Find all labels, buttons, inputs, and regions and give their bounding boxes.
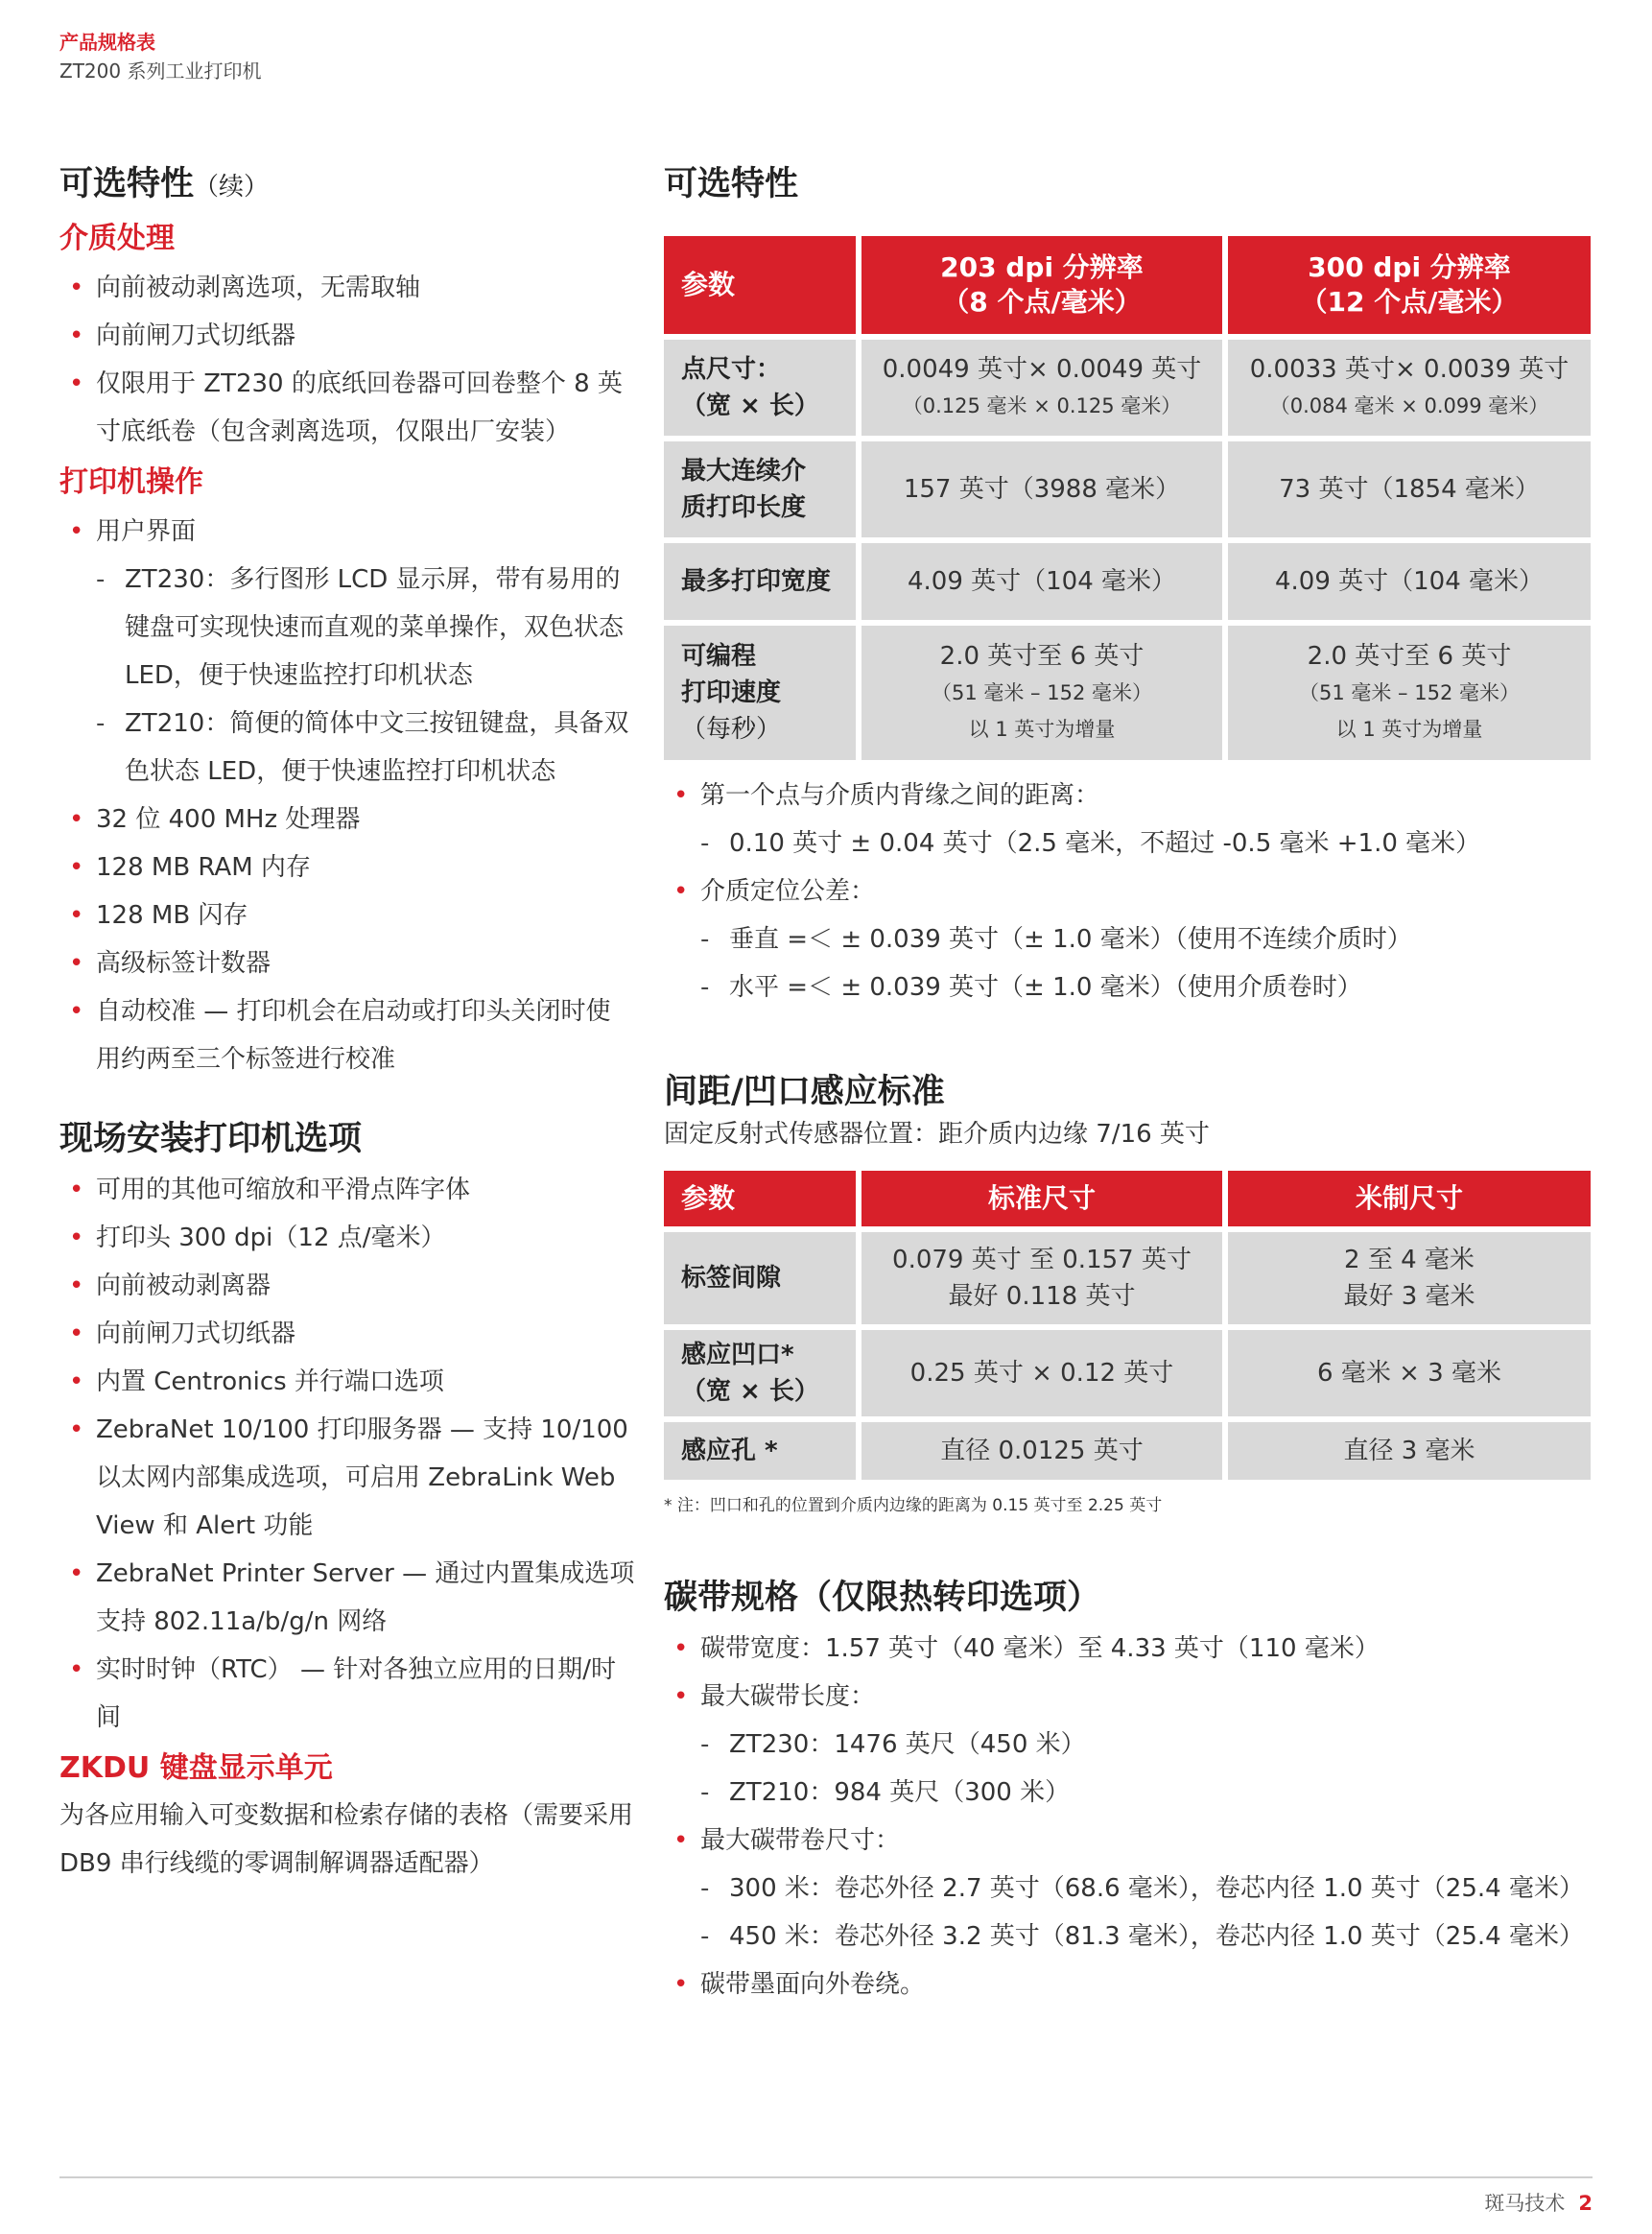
- printer-ops-title: 打印机操作: [59, 465, 203, 499]
- ribbon-list: [664, 1625, 1596, 2008]
- row-param: 最大连续介 质打印长度: [664, 441, 856, 537]
- section-title-optional-cont: 可选特性（续）: [59, 165, 270, 203]
- gap-sensing-table: [658, 1165, 1596, 1485]
- cell-metric: 直径 3 毫米: [1228, 1422, 1591, 1480]
- row-param: 可编程 打印速度 （每秒）: [664, 626, 856, 760]
- list-item: • 最大碳带长度： - ZT230：1476 英尺（450 米） - ZT210：984 英尺（300 米）: [664, 1673, 1596, 1817]
- gap-sensing-subtitle: 固定反射式传感器位置：距介质内边缘 7/16 英寸: [664, 1120, 1210, 1149]
- footer-divider: [59, 2176, 1593, 2178]
- list-item: • 128 MB 闪存: [59, 891, 635, 939]
- list-item: • 自动校准 — 打印机会在启动或打印头关闭时使用约两至三个标签进行校准: [59, 987, 635, 1083]
- list-item: • 向前被动剥离选项，无需取轴: [59, 264, 635, 312]
- row-param: 感应凹口* （宽 × 长）: [664, 1330, 856, 1416]
- sub-list-item: - 垂直 =＜ ± 0.039 英寸（± 1.0 毫米）（使用不连续介质时）: [696, 915, 1596, 963]
- sub-list-item: - ZT210：984 英尺（300 米）: [696, 1769, 1596, 1817]
- table-row: [664, 340, 1591, 436]
- right-column: [664, 161, 1596, 2014]
- field-options-title: 现场安装打印机选项: [59, 1120, 363, 1158]
- list-item: • 用户界面 - ZT230：多行图形 LCD 显示屏，带有易用的键盘可实现快速而直观的菜单操作，双色状态 LED，便于快速监控打印机状态 - ZT210：简便的简体中文三按钮键盘，具备双色状态 LED，便于快速监控打印机状态: [59, 508, 635, 796]
- list-item: • 介质定位公差： - 垂直 =＜ ± 0.039 英寸（± 1.0 毫米）（使用不连续介质时） - 水平 =＜ ± 0.039 英寸（± 1.0 毫米）（使用介质卷时）: [664, 867, 1596, 1011]
- row-param: 最多打印宽度: [664, 543, 856, 620]
- sub-list-item: - ZT230：1476 英尺（450 米）: [696, 1721, 1596, 1769]
- table-header-203dpi: 203 dpi 分辨率 （8 个点/毫米）: [861, 236, 1222, 334]
- sub-list-item: - 300 米：卷芯外径 2.7 英寸（68.6 毫米），卷芯内径 1.0 英寸（25.4 毫米）: [696, 1865, 1596, 1913]
- page-number: 2: [1578, 2192, 1593, 2215]
- positioning-notes: [664, 772, 1596, 1011]
- cell-standard: 0.25 英寸 × 0.12 英寸: [861, 1330, 1222, 1416]
- zkdu-description: 为各应用输入可变数据和检索存储的表格（需要采用 DB9 串行线缆的零调制解调器适配器）: [59, 1801, 634, 1878]
- table-header-300dpi: 300 dpi 分辨率 （12 个点/毫米）: [1228, 236, 1591, 334]
- cell-300: 0.0033 英寸× 0.0039 英寸 （0.084 毫米 × 0.099 毫米）: [1228, 340, 1591, 436]
- list-item: • ZebraNet 10/100 打印服务器 — 支持 10/100 以太网内部集成选项，可启用 ZebraLink Web View 和 Alert 功能: [59, 1406, 635, 1550]
- list-item: • 高级标签计数器: [59, 939, 635, 987]
- table-header-param: 参数: [664, 1171, 856, 1226]
- footer: [1484, 2188, 1593, 2217]
- media-handling-title: 介质处理: [59, 222, 175, 255]
- list-item: • ZebraNet Printer Server — 通过内置集成选项支持 802.11a/b/g/n 网络: [59, 1550, 635, 1646]
- cell-203: 0.0049 英寸× 0.0049 英寸 （0.125 毫米 × 0.125 毫米）: [861, 340, 1222, 436]
- list-item: • 第一个点与介质内背缘之间的距离： - 0.10 英寸 ± 0.04 英寸（2.5 毫米，不超过 -0.5 毫米 +1.0 毫米）: [664, 772, 1596, 867]
- list-item: • 打印头 300 dpi（12 点/毫米）: [59, 1214, 635, 1262]
- list-item: • 128 MB RAM 内存: [59, 844, 635, 891]
- list-item: • 向前闸刀式切纸器: [59, 312, 635, 360]
- gap-footnote: * 注：凹口和孔的位置到介质内边缘的距离为 0.15 英寸至 2.25 英寸: [664, 1496, 1163, 1515]
- table-header-param: 参数: [664, 236, 856, 334]
- list-item: • 内置 Centronics 并行端口选项: [59, 1358, 635, 1406]
- cell-300: 2.0 英寸至 6 英寸 （51 毫米 – 152 毫米） 以 1 英寸为增量: [1228, 626, 1591, 760]
- cell-metric: 2 至 4 毫米 最好 3 毫米: [1228, 1232, 1591, 1324]
- product-name: ZT200 系列工业打印机: [59, 59, 262, 83]
- table-row: [664, 1330, 1591, 1416]
- table-row: [664, 1232, 1591, 1324]
- list-item: • 32 位 400 MHz 处理器: [59, 796, 635, 844]
- table-header-standard: 标准尺寸: [861, 1171, 1222, 1226]
- cell-standard: 直径 0.0125 英寸: [861, 1422, 1222, 1480]
- row-param: 点尺寸： （宽 × 长）: [664, 340, 856, 436]
- table-row: [664, 441, 1591, 537]
- ribbon-title: 碳带规格（仅限热转印选项）: [664, 1579, 1101, 1617]
- table-row: [664, 543, 1591, 620]
- media-handling-list: [59, 264, 635, 456]
- cell-203: 157 英寸（3988 毫米）: [861, 441, 1222, 537]
- list-item: • 最大碳带卷尺寸： - 300 米：卷芯外径 2.7 英寸（68.6 毫米），卷芯内径 1.0 英寸（25.4 毫米） - 450 米：卷芯外径 3.2 英寸（81.3 毫米），卷芯内径 1.0 英寸（25.4 毫米）: [664, 1817, 1596, 1961]
- cell-203: 2.0 英寸至 6 英寸 （51 毫米 – 152 毫米） 以 1 英寸为增量: [861, 626, 1222, 760]
- section-title-optional: 可选特性: [664, 165, 799, 203]
- cell-300: 4.09 英寸（104 毫米）: [1228, 543, 1591, 620]
- cell-203: 4.09 英寸（104 毫米）: [861, 543, 1222, 620]
- left-column: [59, 161, 635, 1888]
- list-item: • 向前被动剥离器: [59, 1262, 635, 1310]
- resolution-spec-table: [658, 230, 1596, 766]
- sub-list-item: - ZT210：简便的简体中文三按钮键盘，具备双色状态 LED，便于快速监控打印机状态: [92, 700, 635, 796]
- table-row: [664, 1422, 1591, 1480]
- sub-list-item: - 水平 =＜ ± 0.039 英寸（± 1.0 毫米）（使用介质卷时）: [696, 963, 1596, 1011]
- cell-300: 73 英寸（1854 毫米）: [1228, 441, 1591, 537]
- table-header-metric: 米制尺寸: [1228, 1171, 1591, 1226]
- printer-ops-list: [59, 508, 635, 1083]
- table-row: [664, 626, 1591, 760]
- list-item: • 碳带宽度：1.57 英寸（40 毫米）至 4.33 英寸（110 毫米）: [664, 1625, 1596, 1673]
- list-item: • 向前闸刀式切纸器: [59, 1310, 635, 1358]
- list-item: • 仅限用于 ZT230 的底纸回卷器可回卷整个 8 英寸底纸卷（包含剥离选项，仅限出厂安装）: [59, 360, 635, 456]
- field-options-list: [59, 1166, 635, 1742]
- list-item: • 实时时钟（RTC） — 针对各独立应用的日期/时间: [59, 1646, 635, 1742]
- cell-metric: 6 毫米 × 3 毫米: [1228, 1330, 1591, 1416]
- list-item: • 碳带墨面向外卷绕。: [664, 1961, 1596, 2008]
- row-param: 感应孔 *: [664, 1422, 856, 1480]
- sub-list-item: - 0.10 英寸 ± 0.04 英寸（2.5 毫米，不超过 -0.5 毫米 +1.0 毫米）: [696, 820, 1596, 867]
- sub-list-item: - 450 米：卷芯外径 3.2 英寸（81.3 毫米），卷芯内径 1.0 英寸（25.4 毫米）: [696, 1913, 1596, 1961]
- doc-type-label: 产品规格表: [59, 31, 155, 54]
- company-name: 斑马技术: [1484, 2192, 1566, 2215]
- sub-list-item: - ZT230：多行图形 LCD 显示屏，带有易用的键盘可实现快速而直观的菜单操作，双色状态 LED，便于快速监控打印机状态: [92, 556, 635, 700]
- row-param: 标签间隙: [664, 1232, 856, 1324]
- zkdu-title: ZKDU 键盘显示单元: [59, 1751, 333, 1785]
- gap-sensing-title: 间距/凹口感应标准: [664, 1073, 945, 1111]
- list-item: • 可用的其他可缩放和平滑点阵字体: [59, 1166, 635, 1214]
- cell-standard: 0.079 英寸 至 0.157 英寸 最好 0.118 英寸: [861, 1232, 1222, 1324]
